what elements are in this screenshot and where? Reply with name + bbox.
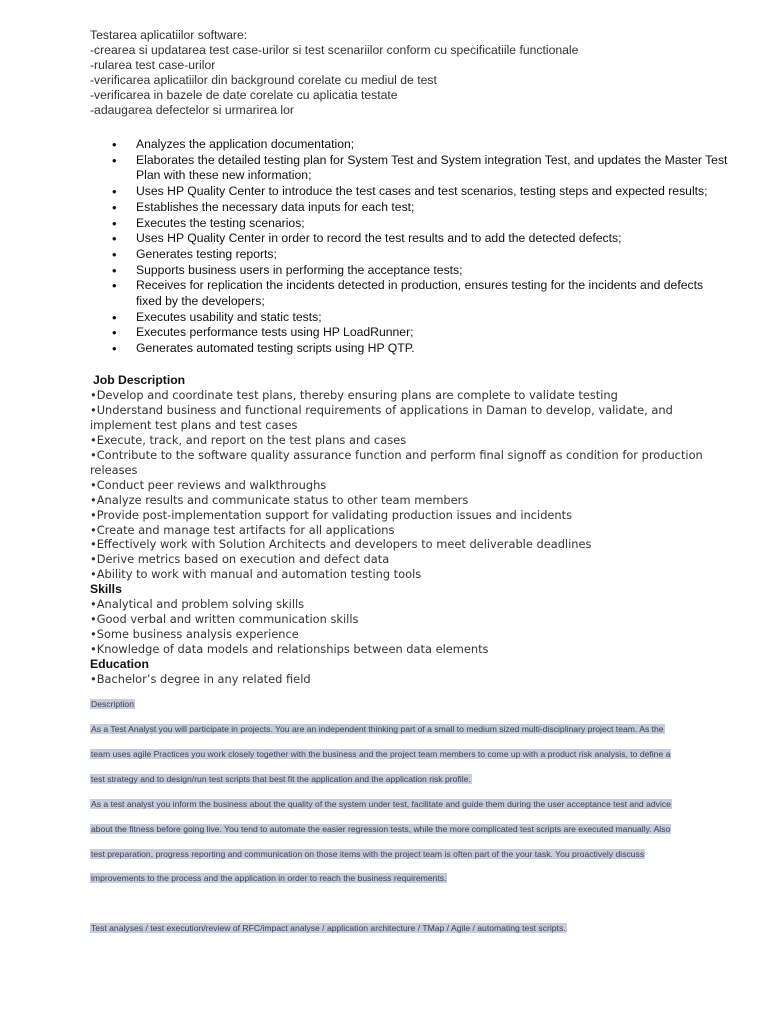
intro-line: -adaugarea defectelor si urmarirea lor [90, 103, 294, 117]
list-item: • Establishes the necessary data inputs for each test; [112, 200, 732, 216]
description-line-wrap [90, 798, 672, 810]
job-item: •Understand business and functional requirements of applications in Daman to develop, validate, and implement test plans and test cases [90, 402, 673, 432]
intro-line: -crearea si updatarea test case-urilor si test scenariilor conform cu specificatiile functionale [90, 43, 579, 57]
job-description-section [90, 373, 730, 687]
job-item: •Effectively work with Solution Architects and developers to meet deliverable deadlines [90, 537, 592, 552]
description-line-wrap [90, 823, 671, 835]
education-item: •Bachelor’s degree in any related field [90, 672, 311, 687]
job-item: •Contribute to the software quality assurance function and perform final signoff as condition for production releases [90, 447, 703, 477]
list-item: • Executes usability and static tests; [112, 310, 732, 326]
intro-line: -verificarea aplicatiilor din background corelate cu mediul de test [90, 73, 437, 87]
romanian-intro [90, 28, 578, 118]
description-line: As a test analyst you inform the business about the quality of the system under test, facilitate and guide them during the user acceptance test and advice [91, 799, 671, 809]
description-footer: Test analyses / test execution/review of RFC/impact analyse / application architecture / TMap / Agile / automating test scripts. [91, 923, 566, 933]
list-item: • Generates testing reports; [112, 247, 732, 263]
list-item: • Analyzes the application documentation; [112, 137, 732, 153]
intro-line: -rularea test case-urilor [90, 58, 216, 72]
skill-item: •Knowledge of data models and relationships between data elements [90, 642, 489, 657]
description-line: improvements to the process and the application in order to reach the business requirements. [91, 873, 447, 883]
description-label: Description [91, 699, 134, 709]
description-line-wrap [90, 748, 671, 760]
description-line-wrap [90, 848, 645, 860]
description-line: team uses agile Practices you work closely together with the business and the project team members to come up with a product risk analysis, to define a [91, 749, 671, 759]
list-item: • Uses HP Quality Center to introduce the test cases and test scenarios, testing steps and expected results; [112, 184, 732, 200]
job-item: •Derive metrics based on execution and defect data [90, 552, 390, 567]
intro-line: -verificarea in bazele de date corelate cu aplicatia testate [90, 88, 398, 102]
job-item: •Develop and coordinate test plans, thereby ensuring plans are complete to validate testing [90, 387, 618, 402]
description-line-wrap [90, 872, 447, 884]
skills-heading: Skills [90, 582, 122, 597]
job-item: •Execute, track, and report on the test plans and cases [90, 432, 407, 447]
description-label-line [90, 698, 135, 710]
job-description-heading: Job Description [93, 373, 186, 387]
description-line-wrap [90, 723, 665, 735]
responsibilities-list [112, 137, 732, 357]
description-line: about the fitness before going live. You tend to automate the easier regression tests, while the more complicated test scripts are executed manually. Also [91, 824, 671, 834]
description-line: test preparation, progress reporting and communication on those items with the project team is often part of the your task. You proactively discuss [91, 849, 645, 859]
list-item: • Executes performance tests using HP LoadRunner; [112, 325, 732, 341]
job-item: •Conduct peer reviews and walkthroughs [90, 477, 327, 492]
skill-item: •Good verbal and written communication skills [90, 612, 359, 627]
list-item: • Elaborates the detailed testing plan for System Test and System integration Test, and updates the Master Test Plan with these new information; [112, 153, 732, 184]
list-item: • Executes the testing scenarios; [112, 216, 732, 232]
description-line-wrap [90, 773, 472, 785]
skill-item: •Some business analysis experience [90, 627, 299, 642]
list-item: • Uses HP Quality Center in order to record the test results and to add the detected defects; [112, 231, 732, 247]
education-heading: Education [90, 657, 149, 672]
skill-item: •Analytical and problem solving skills [90, 597, 305, 612]
intro-title: Testarea aplicatiilor software: [90, 28, 248, 42]
description-line: As a Test Analyst you will participate in projects. You are an independent thinking part of a small to medium sized multi-disciplinary project team. As the [91, 724, 664, 734]
list-item: • Supports business users in performing the acceptance tests; [112, 263, 732, 279]
list-item: • Receives for replication the incidents detected in production, ensures testing for the incidents and defects fixed by the developers; [112, 278, 732, 309]
description-footer-wrap [90, 922, 567, 934]
list-item: • Generates automated testing scripts using HP QTP. [112, 341, 732, 357]
job-item: •Create and manage test artifacts for all applications [90, 522, 395, 537]
job-item: •Provide post-implementation support for validating production issues and incidents [90, 507, 573, 522]
job-item: •Ability to work with manual and automation testing tools [90, 567, 422, 582]
job-item: •Analyze results and communicate status to other team members [90, 492, 469, 507]
description-line: test strategy and to design/run test scripts that best fit the application and the application risk profile. [91, 774, 471, 784]
